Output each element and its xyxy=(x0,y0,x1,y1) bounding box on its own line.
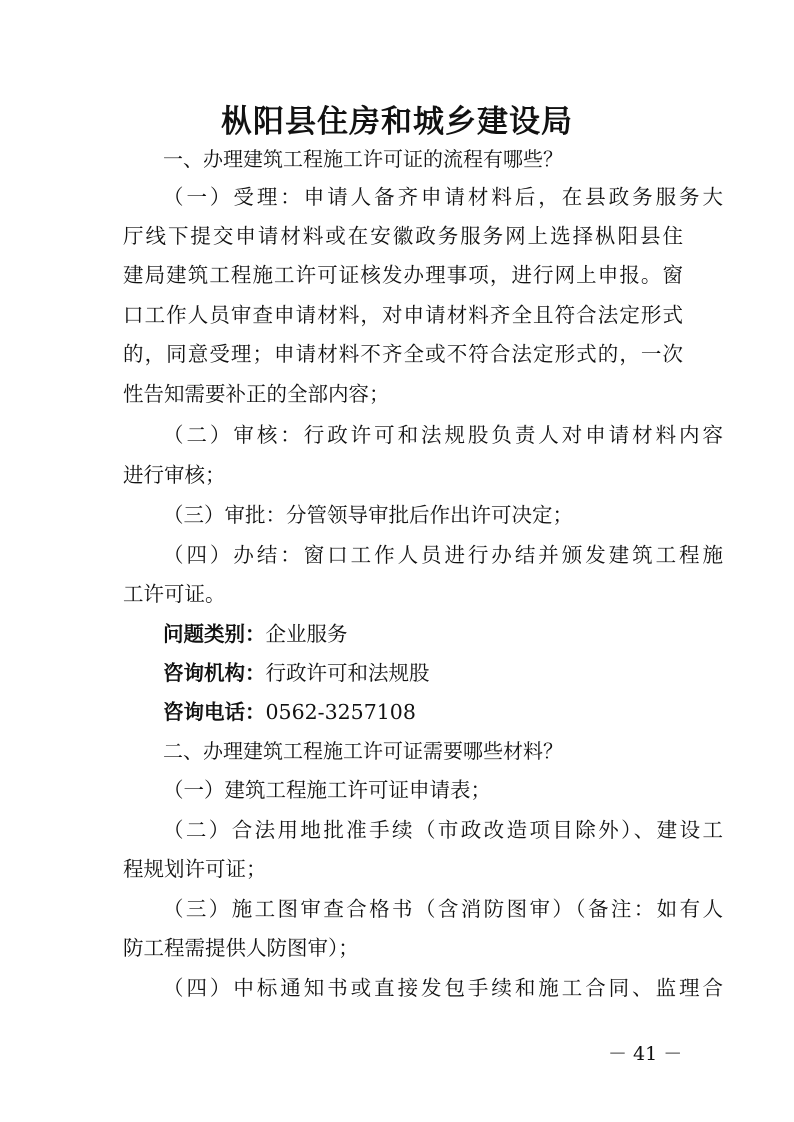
section2-line-5: 防工程需提供人防图审）； xyxy=(123,936,359,960)
category-value: 企业服务 xyxy=(265,622,348,646)
section1-heading: 一、办理建筑工程施工许可证的流程有哪些？ xyxy=(163,147,563,171)
consulting-phone xyxy=(163,702,723,723)
agency-label: 咨询机构： xyxy=(163,661,266,685)
section2-line-4: （三）施工图审查合格书（含消防图审）（备注：如有人 xyxy=(163,897,723,921)
section1-line-5: 的，同意受理；申请材料不齐全或不符合法定形式的，一次 xyxy=(123,342,683,366)
section2-heading: 二、办理建筑工程施工许可证需要哪些材料？ xyxy=(163,739,563,763)
section1-line-1: （一）受理：申请人备齐申请材料后，在县政务服务大 xyxy=(163,185,723,209)
section2-line-1: （一）建筑工程施工许可证申请表； xyxy=(163,778,491,802)
section1-line-9: （三）审批：分管领导审批后作出许可决定； xyxy=(163,503,573,527)
page-number: － 41 － xyxy=(608,1043,683,1065)
agency-value: 行政许可和法规股 xyxy=(265,661,430,685)
section2-line-2: （二）合法用地批准手续（市政改造项目除外）、建设工 xyxy=(163,818,723,842)
section1-line-3: 建局建筑工程施工许可证核发办理事项，进行网上申报。窗 xyxy=(123,263,683,287)
section1-line-6: 性告知需要补正的全部内容； xyxy=(123,382,390,406)
section1-line-7: （二）审核：行政许可和法规股负责人对申请材料内容 xyxy=(163,423,723,447)
section2-line-6: （四）中标通知书或直接发包手续和施工合同、监理合 xyxy=(163,976,723,1000)
phone-value: 0562-3257108 xyxy=(265,700,416,724)
page-title: 枞阳县住房和城乡建设局 xyxy=(221,104,573,140)
section1-line-8: 进行审核； xyxy=(123,463,226,487)
section2-line-3: 程规划许可证； xyxy=(123,857,267,881)
phone-label: 咨询电话： xyxy=(163,700,266,724)
section1-line-11: 工许可证。 xyxy=(123,582,226,606)
section1-line-10: （四）办结：窗口工作人员进行办结并颁发建筑工程施 xyxy=(163,543,723,567)
section1-line-2: 厅线下提交申请材料或在安徽政务服务网上选择枞阳县住 xyxy=(123,224,683,248)
consulting-agency xyxy=(163,663,723,684)
question-category xyxy=(163,624,723,645)
category-label: 问题类别： xyxy=(163,622,266,646)
section1-line-4: 口工作人员审查申请材料，对申请材料齐全且符合法定形式 xyxy=(123,303,683,327)
